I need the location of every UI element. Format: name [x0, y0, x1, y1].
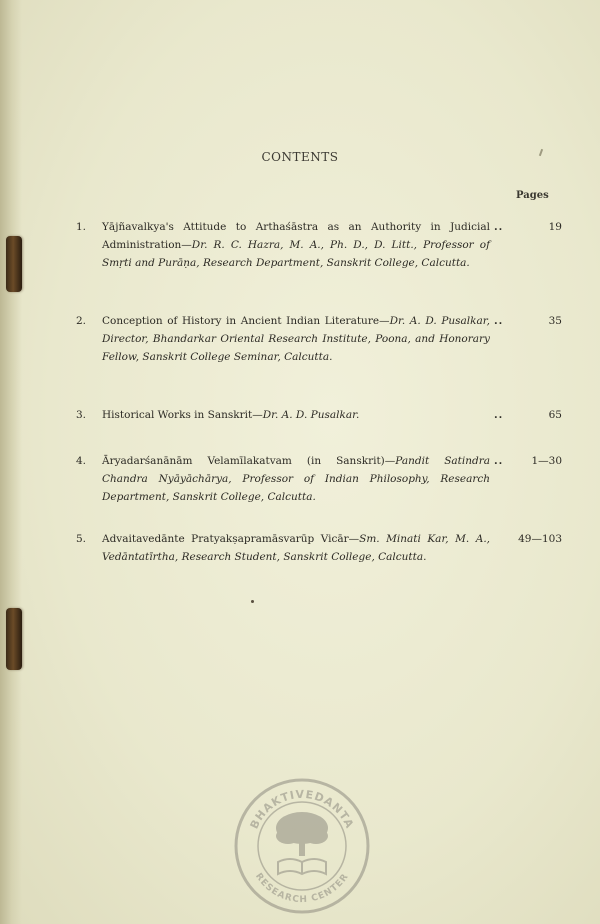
svg-text:RESEARCH CENTER [253, 872, 351, 905]
entry-leader: .. [494, 455, 504, 467]
entry-text [102, 452, 490, 506]
entry-page: 19 [548, 221, 562, 233]
entry-title: Āryadarśanānām Velamīlakatvam (in Sanskrit)— [102, 455, 396, 467]
entry-author: Dr. A. D. Pusalkar, Director, Bhandarkar Oriental Research Institute, Poona, and Honorary Fellow, Sanskrit College Seminar, Calcutta. [102, 315, 490, 363]
entry-page: 49—103 [518, 533, 562, 545]
entry-number: 3. [76, 409, 87, 421]
entry-number: 4. [76, 455, 87, 467]
entry-number: 2. [76, 315, 87, 327]
entry-number: 5. [76, 533, 87, 545]
entry-text [102, 312, 490, 366]
seal-text-bottom: RESEARCH CENTER [253, 871, 351, 906]
open-book-icon [278, 859, 326, 874]
binding-edge [0, 0, 22, 924]
entry-leader: .. [494, 221, 504, 233]
entry-number: 1. [76, 221, 87, 233]
staple-bottom [6, 608, 22, 670]
entry-title: Yājñavalkya's Attitude to Arthaśāstra as an Authority in Judicial Administration— [102, 221, 490, 251]
library-seal-icon [232, 776, 372, 916]
entry-leader: .. [494, 409, 504, 421]
staple-top [6, 236, 22, 292]
entry-page: 35 [548, 315, 562, 327]
entry-author: Sm. Minati Kar, M. A., Vedāntatīrtha, Research Student, Sanskrit College, Calcutta. [102, 533, 490, 563]
entry-title: Conception of History in Ancient Indian Literature— [102, 315, 390, 327]
entry-text [102, 218, 490, 272]
entry-author: Dr. A. D. Pusalkar. [262, 409, 360, 421]
entry-page: 1—30 [531, 455, 562, 467]
entry-author: Pandit Satindra Chandra Nyāyāchārya, Professor of Indian Philosophy, Research Department, Sanskrit College, Calcutta. [102, 455, 490, 503]
ink-speck [251, 600, 254, 603]
pages-column-label: Pages [516, 190, 549, 201]
entry-title: Advaitavedānte Pratyakṣapramāsvarūp Vicār— [102, 533, 360, 545]
contents-heading: CONTENTS [261, 150, 339, 164]
entry-text [102, 406, 490, 424]
entry-author: Dr. R. C. Hazra, M. A., Ph. D., D. Litt., Professor of Smṛti and Purāṇa, Research Department, Sanskrit College, Calcutta. [102, 239, 490, 269]
entry-page: 65 [548, 409, 562, 421]
entry-leader: .. [494, 315, 504, 327]
entry-text [102, 530, 490, 566]
tree-icon [276, 812, 328, 856]
entry-title: Historical Works in Sanskrit— [102, 409, 263, 421]
seal-text-top: BHAKTIVEDANTA [247, 787, 357, 831]
